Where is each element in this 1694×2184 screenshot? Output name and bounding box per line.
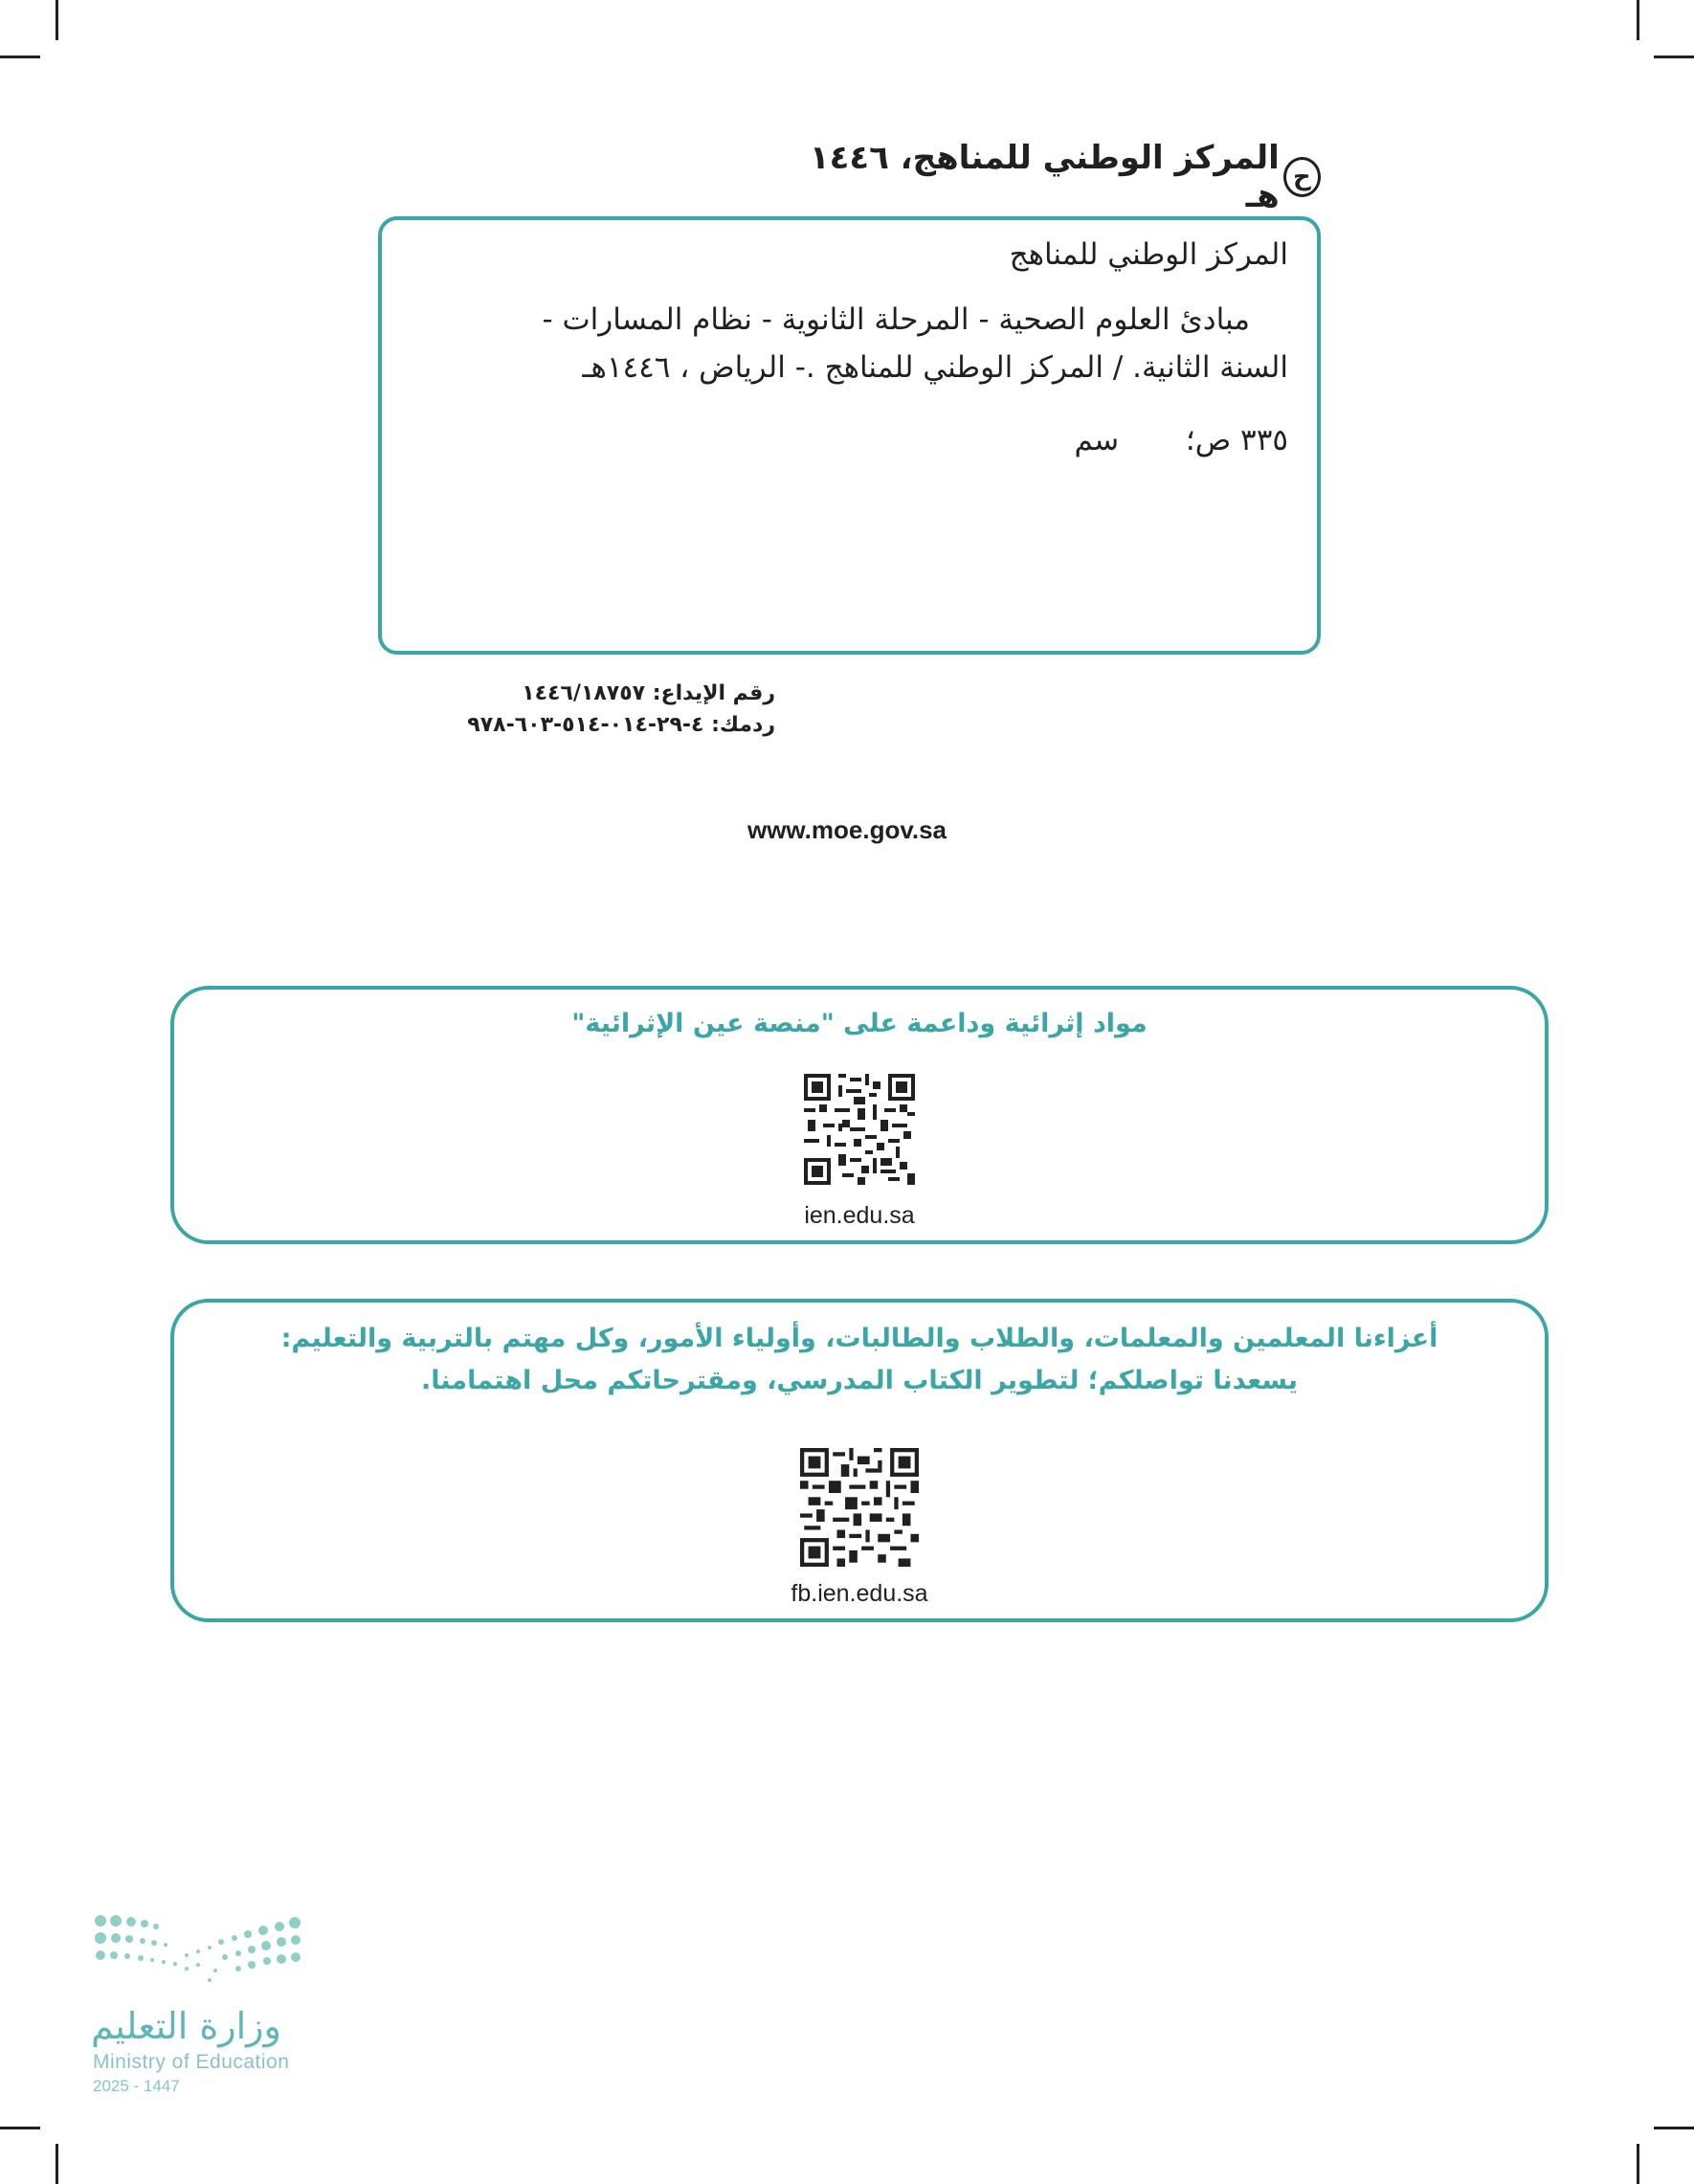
isbn-number: ردمك: ٤-٢٩-٠١٤-٥١٤-٦٠٣-٩٧٨ <box>467 713 775 737</box>
ministry-name-arabic: وزارة التعليم <box>91 2005 281 2047</box>
catalog-card <box>378 216 1321 655</box>
catalog-title-line1: مبادئ العلوم الصحية - المرحلة الثانوية - نظام المسارات - <box>542 302 1250 337</box>
copyright-heading <box>804 139 1321 215</box>
deposit-info <box>450 678 775 741</box>
ministry-year: 2025 - 1447 <box>93 2077 180 2095</box>
catalog-page-count: ٣٣٥ ص؛ <box>1185 423 1288 457</box>
crop-mark <box>1654 2127 1694 2129</box>
website-link[interactable]: www.moe.gov.sa <box>747 815 947 844</box>
crop-mark <box>1654 56 1694 58</box>
catalog-title-line2: السنة الثانية. / المركز الوطني للمناهج .- الرياض ، ١٤٤٦هـ <box>582 350 1288 385</box>
ien-panel <box>170 986 1549 1244</box>
catalog-pages <box>1075 423 1288 457</box>
crop-mark <box>1637 2144 1639 2184</box>
ien-qr-code-icon[interactable] <box>804 1074 915 1185</box>
ministry-name-english: Ministry of Education <box>93 2051 290 2073</box>
catalog-publisher: المركز الوطني للمناهج <box>1009 237 1288 272</box>
feedback-line2: يسعدنا تواصلكم؛ لتطوير الكتاب المدرسي، ومقترحاتكم محل اهتمامنا. <box>420 1366 1299 1395</box>
ministry-dots-icon <box>91 1909 311 1995</box>
ien-url[interactable]: ien.edu.sa <box>804 1202 915 1229</box>
crop-mark <box>56 2144 58 2184</box>
copyright-symbol: ح <box>1283 157 1321 197</box>
feedback-url[interactable]: fb.ien.edu.sa <box>791 1580 928 1607</box>
ien-panel-title: مواد إثرائية وداعمة على "منصة عين الإثرائية" <box>571 1009 1148 1038</box>
crop-mark <box>1637 0 1639 40</box>
feedback-qr-code-icon[interactable] <box>800 1448 919 1567</box>
crop-mark <box>0 56 40 58</box>
feedback-line1: أعزاءنا المعلمين والمعلمات، والطلاب والطالبات، وأولياء الأمور، وكل مهتم بالتربية والتعليم: <box>280 1324 1438 1353</box>
crop-mark <box>56 0 58 40</box>
crop-mark <box>0 2127 40 2129</box>
feedback-panel <box>170 1299 1549 1622</box>
catalog-size-unit: سم <box>1074 423 1120 457</box>
copyright-text: المركز الوطني للمناهج، ١٤٤٦ هـ <box>809 139 1280 215</box>
deposit-number: رقم الإيداع: ١٤٤٦/١٨٧٥٧ <box>522 681 775 705</box>
